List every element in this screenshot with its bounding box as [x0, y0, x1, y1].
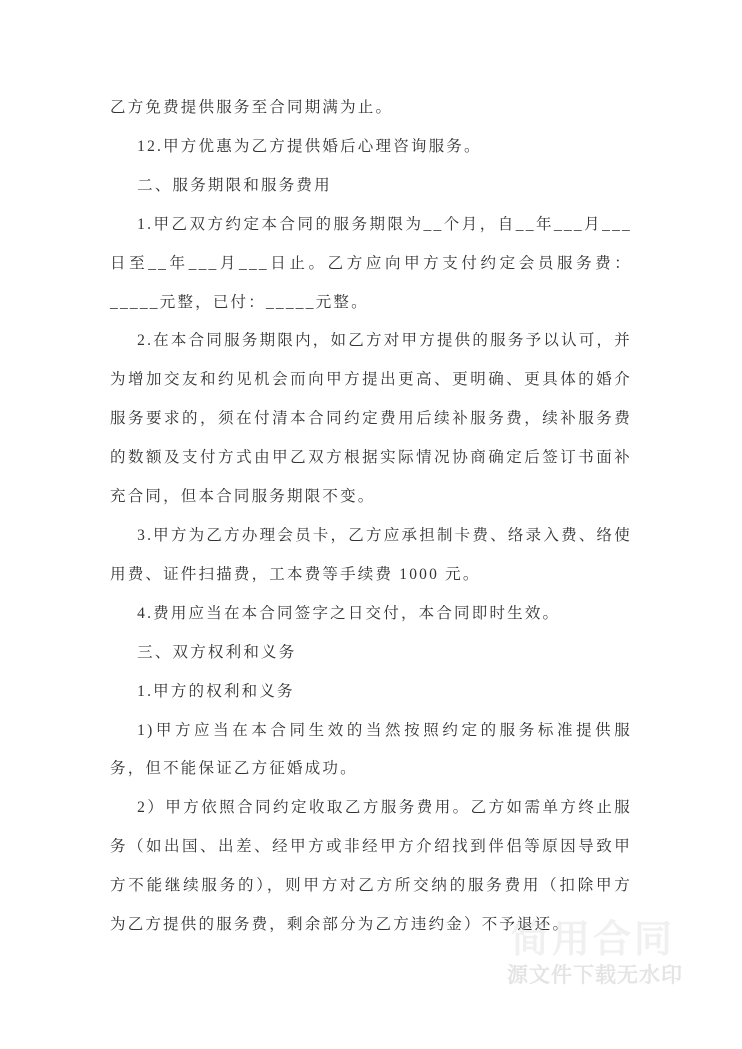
watermark-logo-text: 简用合同: [510, 919, 675, 961]
watermark-subtitle-text: 源文件下载无水印: [507, 964, 683, 987]
clause-12: 12.甲方优惠为乙方提供婚后心理咨询服务。: [137, 137, 482, 155]
section-heading-service-term-fees: 二、服务期限和服务费用: [137, 176, 332, 194]
subsection-party-a-rights: 1.甲方的权利和义务: [137, 682, 295, 700]
contract-body: [110, 89, 632, 945]
clause-party-a-2: 2）甲方依照合同约定收取乙方服务费用。乙方如需单方终止服务（如出国、出差、经甲方或非经甲方介绍找到伴侣等原因导致甲方不能继续服务的），则甲方对乙方所交纳的服务费用（扣除甲方为乙方提供的服务费，剩余部分为乙方违约金）不予退还。: [110, 799, 632, 934]
clause-party-a-1: 1)甲方应当在本合同生效的当然按照约定的服务标准提供服务，但不能保证乙方征婚成功。: [110, 721, 632, 778]
paragraph-continuation: 乙方免费提供服务至合同期满为止。: [110, 99, 394, 116]
section-heading-rights-obligations: 三、双方权利和义务: [137, 643, 297, 661]
clause-term-3: 3.甲方为乙方办理会员卡，乙方应承担制卡费、络录入费、络使用费、证件扫描费，工本费等手续费 1000 元。: [110, 526, 632, 583]
clause-term-4: 4.费用应当在本合同签字之日交付，本合同即时生效。: [137, 604, 561, 622]
clause-term-2: 2.在本合同服务期限内，如乙方对甲方提供的服务予以认可，并为增加交友和约见机会而向甲方提出更高、更明确、更具体的婚介服务要求的，须在付清本合同约定费用后续补服务费，续补服务费的数额及支付方式由甲乙双方根据实际情况协商确定后签订书面补充合同，但本合同服务期限不变。: [110, 332, 632, 506]
clause-term-1: 1.甲乙双方约定本合同的服务期限为__个月，自__年___月___日至__年___月___日止。乙方应向甲方支付约定会员服务费：_____元整，已付：_____元整。: [110, 215, 632, 311]
